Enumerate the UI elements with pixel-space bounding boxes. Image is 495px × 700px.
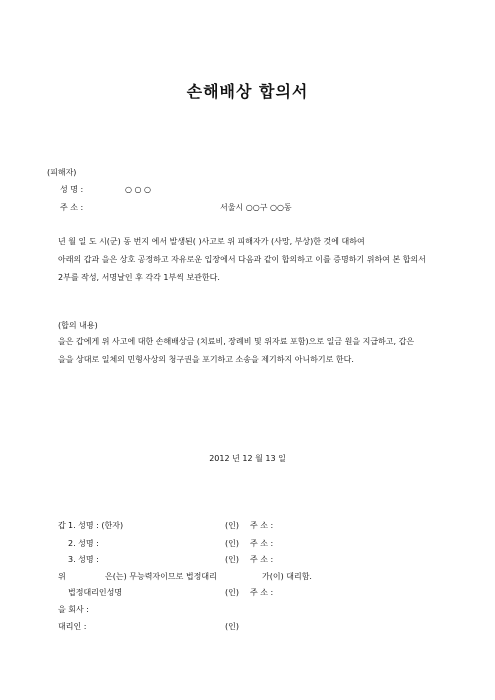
document-title: 손해배상 합의서 <box>186 82 309 101</box>
intro-line: 아래의 갑과 을은 상호 공정하고 자유로운 입장에서 다음과 같이 합의하고 이를 증명하기 위하여 본 합의서 <box>58 255 426 264</box>
guardian-prefix: 위 <box>58 572 66 581</box>
signatory-seal: (인) <box>225 555 239 564</box>
intro-line: 년 월 일 도 시(군) 동 번지 에서 발생된( )사고로 위 피해자가 (사망, 부상)한 것에 대하여 <box>58 237 365 246</box>
agreement-line: 을을 상대로 일체의 민형사상의 청구권을 포기하고 소송을 제기하지 아니하기로 한다. <box>58 355 354 364</box>
victim-address-label: 주 소 : <box>60 203 84 212</box>
victim-name-value: ○ ○ ○ <box>125 185 152 194</box>
agreement-line: 을은 갑에게 위 사고에 대한 손해배상금 (치료비, 장례비 및 위자료 포함)으로 일금 원을 지급하고, 갑은 <box>58 337 415 346</box>
signatory-name: 2. 성명 : <box>68 539 99 548</box>
signatory-address-label: 주 소 : <box>250 555 274 564</box>
signatory-seal: (인) <box>225 539 239 548</box>
intro-paragraph <box>58 237 458 291</box>
agent-name-label: 대리인 : <box>58 622 87 631</box>
eul-company-label: 을 회사 : <box>58 605 89 614</box>
agreement-heading: (합의 내용) <box>58 321 98 330</box>
signatory-address-label: 주 소 : <box>250 521 274 530</box>
signatory-seal: (인) <box>225 521 239 530</box>
signatory-name: 1. 성명 : (한자) <box>68 521 124 530</box>
victim-name-label: 성 명 : <box>60 185 84 194</box>
agreement-date: 2012 년 12 월 13 일 <box>209 454 286 463</box>
guardian-suffix: 가(이) 대리함. <box>262 572 312 581</box>
victim-address-value: 서울시 ○○구 ○○동 <box>220 203 292 212</box>
legal-rep-seal: (인) <box>225 588 239 597</box>
gap-label: 갑 <box>58 521 66 530</box>
legal-rep-name: 법정대리인성명 <box>68 588 123 597</box>
signatory-name: 3. 성명 : <box>68 555 99 564</box>
victim-heading: (피해자) <box>47 168 77 177</box>
agreement-paragraph <box>58 337 458 373</box>
guardian-statement: 은(는) 무능력자이므로 법정대리 <box>105 572 217 581</box>
intro-line: 2부를 작성, 서명날인 후 각각 1부씩 보관한다. <box>58 273 220 282</box>
agent-seal: (인) <box>225 622 239 631</box>
signatory-address-label: 주 소 : <box>250 539 274 548</box>
legal-rep-address-label: 주 소 : <box>250 588 274 597</box>
